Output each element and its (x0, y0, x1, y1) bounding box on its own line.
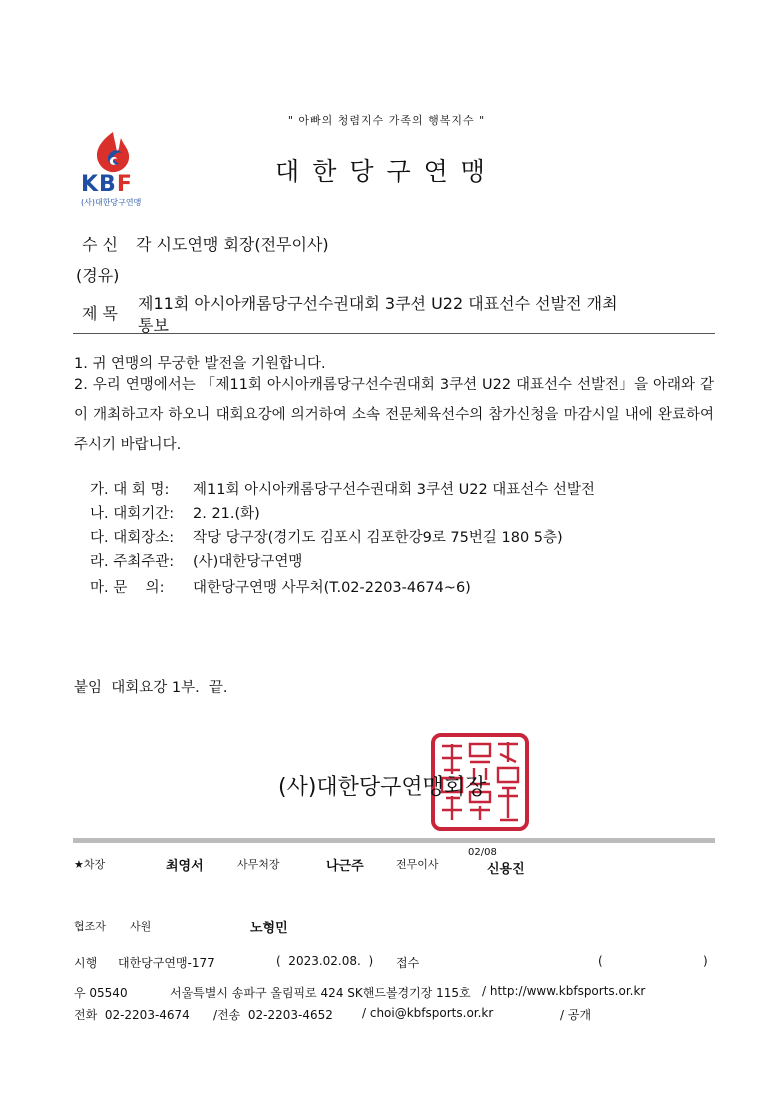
website-link[interactable]: / http://www.kbfsports.or.kr (482, 984, 646, 998)
header-divider (73, 333, 715, 334)
item-venue-label: 다. 대회장소: (90, 530, 175, 546)
approver-chief: 최영서 (166, 859, 204, 874)
item-host-value: (사)대한당구연맹 (193, 554, 303, 570)
receipt-label: 접수 (396, 956, 420, 970)
phone: 전화 02-2203-4674 (74, 1008, 190, 1022)
attachment-note: 붙임 대회요강 1부. 끝. (74, 680, 228, 696)
cooperator-label: 협조자 (74, 920, 106, 933)
subject-line-1: 제11회 아시아캐롬당구선수권대회 3쿠션 U22 대표선수 선발전 개최 (138, 294, 618, 313)
cooperator-title: 사원 (130, 920, 152, 933)
organization-title: 대한당구연맹 (275, 157, 498, 186)
motto: " 아빠의 청렴지수 가족의 행복지수 " (287, 114, 486, 127)
email-link[interactable]: / choi@kbfsports.or.kr (362, 1006, 494, 1020)
approval-date: 02/08 (468, 847, 497, 858)
logo-f: F (116, 172, 133, 197)
subject-label: 제 목 (82, 304, 118, 323)
exec-label: 시행 (74, 956, 98, 970)
item-period-value: 2. 21.(화) (193, 506, 260, 522)
approval-label-chief: ★차장 (74, 858, 106, 871)
fax: /전송 02-2203-4652 (213, 1008, 333, 1022)
receipt-paren-left: ( (598, 954, 603, 968)
item-name-value: 제11회 아시아캐롬당구선수권대회 3쿠션 U22 대표선수 선발전 (193, 482, 595, 498)
approval-divider (73, 838, 715, 843)
disclosure-status: / 공개 (560, 1008, 592, 1022)
item-contact-value: 대한당구연맹 사무처(T.02-2203-4674~6) (193, 580, 471, 596)
approver-director: 신용진 (487, 862, 525, 877)
item-name-label: 가. 대 회 명: (90, 482, 170, 498)
approval-label-director: 전무이사 (396, 858, 439, 871)
cooperator-name: 노형민 (250, 921, 288, 936)
exec-date: ( 2023.02.08. ) (276, 954, 374, 968)
zip-code: 우 05540 (74, 986, 128, 1000)
logo-subtitle: (사)대한당구연맹 (81, 198, 142, 207)
approval-label-secretary: 사무처장 (237, 858, 280, 871)
body-line-1: 1. 귀 연맹의 무궁한 발전을 기원합니다. (74, 356, 326, 372)
item-contact-label: 마. 문 의: (90, 580, 165, 596)
recipient-label: 수 신 (82, 235, 118, 254)
recipient: 각 시도연맹 회장(전무이사) (136, 235, 329, 254)
receipt-paren-right: ) (703, 954, 708, 968)
body-line-2: 2. 우리 연맹에서는 「제11회 아시아캐롬당구선수권대회 3쿠션 U22 대표선수 선발전」을 아래와 같이 개최하고자 하오니 대회요강에 의거하여 소속 전문체육선수의 참가신청을 마감시일 내에 완료하여 주시기 바랍니다. (74, 377, 714, 453)
item-host-label: 라. 주최주관: (90, 554, 175, 570)
via: (경유) (76, 266, 120, 285)
exec-number: 대한당구연맹-177 (118, 956, 215, 970)
sender-signature: (사)대한당구연맹회장 (278, 775, 487, 800)
item-venue-value: 작당 당구장(경기도 김포시 김포한강9로 75번길 180 5층) (193, 530, 563, 546)
subject-line-2: 통보 (138, 316, 169, 335)
logo-kb: KB (81, 172, 117, 197)
address: 서울특별시 송파구 올림픽로 424 SK핸드볼경기장 115호 (170, 986, 471, 1000)
approver-secretary: 나근주 (326, 859, 364, 874)
item-period-label: 나. 대회기간: (90, 506, 175, 522)
